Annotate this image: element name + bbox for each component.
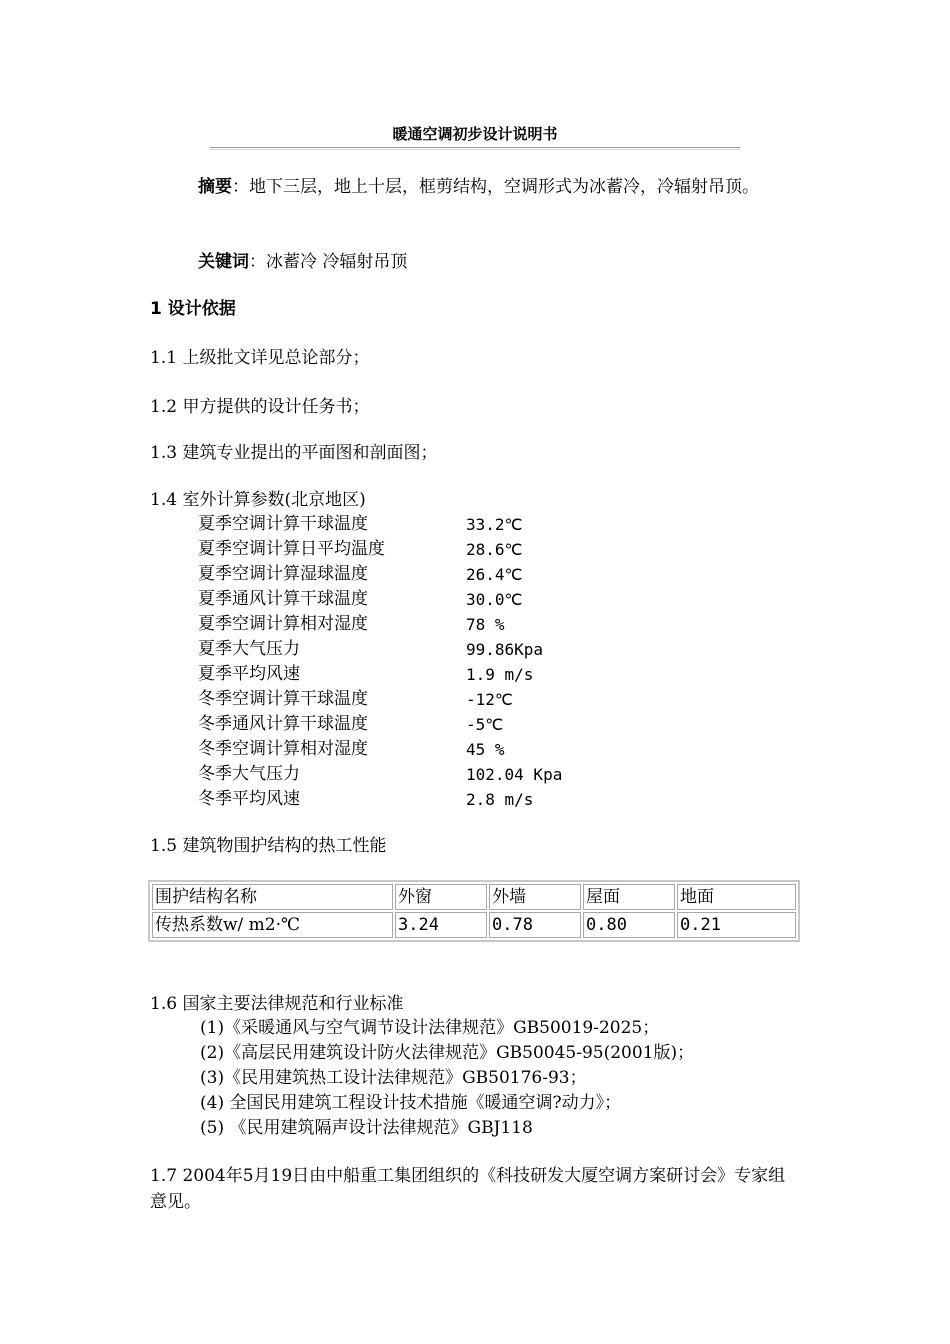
table-cell: 3.24 — [395, 912, 487, 938]
standard-item: (2)《高层民用建筑设计防火法律规范》GB50045-95(2001版)； — [200, 1043, 695, 1063]
param-value: 2.8 m/s — [466, 790, 534, 809]
envelope-table — [148, 880, 800, 942]
param-value: -5℃ — [466, 715, 504, 734]
param-name: 夏季空调计算干球温度 — [198, 514, 368, 534]
table-header-cell: 屋面 — [583, 884, 675, 910]
param-name: 冬季空调计算相对湿度 — [198, 739, 368, 759]
param-value: 102.04 Kpa — [466, 765, 563, 784]
param-value: 28.6℃ — [466, 540, 523, 559]
param-name: 夏季空调计算湿球温度 — [198, 564, 368, 584]
document-title: 暖通空调初步设计说明书 — [392, 125, 558, 143]
abstract-label: 摘要 — [198, 177, 232, 197]
keywords-text: ：冰蓄冷 冷辐射吊顶 — [249, 252, 408, 272]
param-value: 45 % — [466, 740, 505, 759]
envelope-heading: 1.5 建筑物围护结构的热工性能 — [150, 836, 387, 856]
table-header-cell: 围护结构名称 — [152, 884, 393, 910]
param-name: 冬季大气压力 — [198, 764, 300, 784]
section-heading: 1 设计依据 — [150, 299, 236, 319]
table-header-row — [152, 884, 796, 910]
param-value: 99.86Kpa — [466, 640, 544, 659]
table-cell: 传热系数w/ m2·℃ — [152, 912, 393, 938]
list-item: 1.3 建筑专业提出的平面图和剖面图； — [150, 443, 438, 463]
standard-item: (1)《采暖通风与空气调节设计法律规范》GB50019-2025； — [200, 1018, 660, 1038]
param-name: 冬季通风计算干球温度 — [198, 714, 368, 734]
standard-item: (3)《民用建筑热工设计法律规范》GB50176-93； — [200, 1068, 587, 1088]
param-name: 夏季大气压力 — [198, 639, 300, 659]
abstract-paragraph — [150, 174, 800, 200]
list-item: 1.1 上级批文详见总论部分； — [150, 348, 370, 368]
param-name: 冬季空调计算干球温度 — [198, 689, 368, 709]
param-name: 夏季空调计算相对湿度 — [198, 614, 368, 634]
table-header-cell: 外墙 — [489, 884, 581, 910]
table-cell: 0.80 — [583, 912, 675, 938]
param-name: 夏季空调计算日平均温度 — [198, 539, 385, 559]
list-item: 1.2 甲方提供的设计任务书； — [150, 397, 370, 417]
standards-heading: 1.6 国家主要法律规范和行业标准 — [150, 994, 404, 1014]
abstract-text: ：地下三层，地上十层，框剪结构，空调形式为冰蓄冷，冷辐射吊顶。 — [232, 177, 759, 197]
table-row — [152, 912, 796, 938]
table-header-cell: 地面 — [677, 884, 796, 910]
param-value: 26.4℃ — [466, 565, 523, 584]
param-value: 1.9 m/s — [466, 665, 534, 684]
param-value: 30.0℃ — [466, 590, 523, 609]
table-header-cell: 外窗 — [395, 884, 487, 910]
param-name: 冬季平均风速 — [198, 789, 300, 809]
table-cell: 0.78 — [489, 912, 581, 938]
item-1-7-paragraph: 1.7 2004年5月19日由中船重工集团组织的《科技研发大厦空调方案研讨会》专家组意见。 — [150, 1166, 786, 1212]
keywords-paragraph — [150, 249, 800, 275]
outdoor-params-heading: 1.4 室外计算参数(北京地区) — [150, 490, 366, 510]
title-divider — [210, 147, 740, 150]
standard-item: (5) 《民用建筑隔声设计法律规范》GBJ118 — [200, 1118, 533, 1138]
param-value: -12℃ — [466, 690, 513, 709]
param-name: 夏季通风计算干球温度 — [198, 589, 368, 609]
param-name: 夏季平均风速 — [198, 664, 300, 684]
param-value: 33.2℃ — [466, 515, 523, 534]
standard-item: (4) 全国民用建筑工程设计技术措施《暖通空调?动力》； — [200, 1093, 622, 1113]
keywords-label: 关键词 — [198, 252, 249, 272]
param-value: 78 % — [466, 615, 505, 634]
table-cell: 0.21 — [677, 912, 796, 938]
